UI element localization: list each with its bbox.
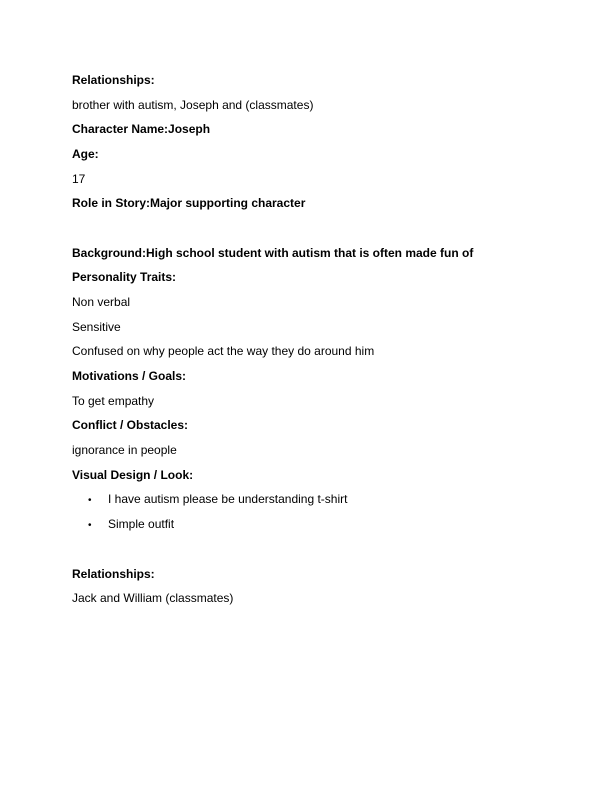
role-in-story: Role in Story:Major supporting character xyxy=(72,196,306,210)
motivations-heading: Motivations / Goals: xyxy=(72,369,187,383)
bullet-icon: • xyxy=(88,495,92,506)
list-item xyxy=(88,517,174,533)
list-item xyxy=(88,492,347,508)
conflict-text: ignorance in people xyxy=(72,443,177,457)
character-name: Character Name:Joseph xyxy=(72,122,211,136)
relationships-heading: Relationships: xyxy=(72,73,155,87)
personality-trait: Confused on why people act the way they do around him xyxy=(72,344,375,358)
relationships-text: Jack and William (classmates) xyxy=(72,591,234,605)
age-value: 17 xyxy=(72,172,86,186)
list-item-label: I have autism please be understanding t-shirt xyxy=(108,492,348,506)
bullet-icon: • xyxy=(88,520,92,531)
visual-design-heading: Visual Design / Look: xyxy=(72,468,194,482)
personality-trait: Non verbal xyxy=(72,295,131,309)
relationships-text: brother with autism, Joseph and (classmates) xyxy=(72,98,314,112)
age-heading: Age: xyxy=(72,147,99,161)
personality-trait: Sensitive xyxy=(72,320,121,334)
motivations-text: To get empathy xyxy=(72,394,155,408)
background: Background:High school student with autism that is often made fun of xyxy=(72,246,474,260)
conflict-heading: Conflict / Obstacles: xyxy=(72,418,189,432)
list-item-label: Simple outfit xyxy=(108,517,175,531)
personality-heading: Personality Traits: xyxy=(72,270,177,284)
relationships-heading: Relationships: xyxy=(72,567,155,581)
